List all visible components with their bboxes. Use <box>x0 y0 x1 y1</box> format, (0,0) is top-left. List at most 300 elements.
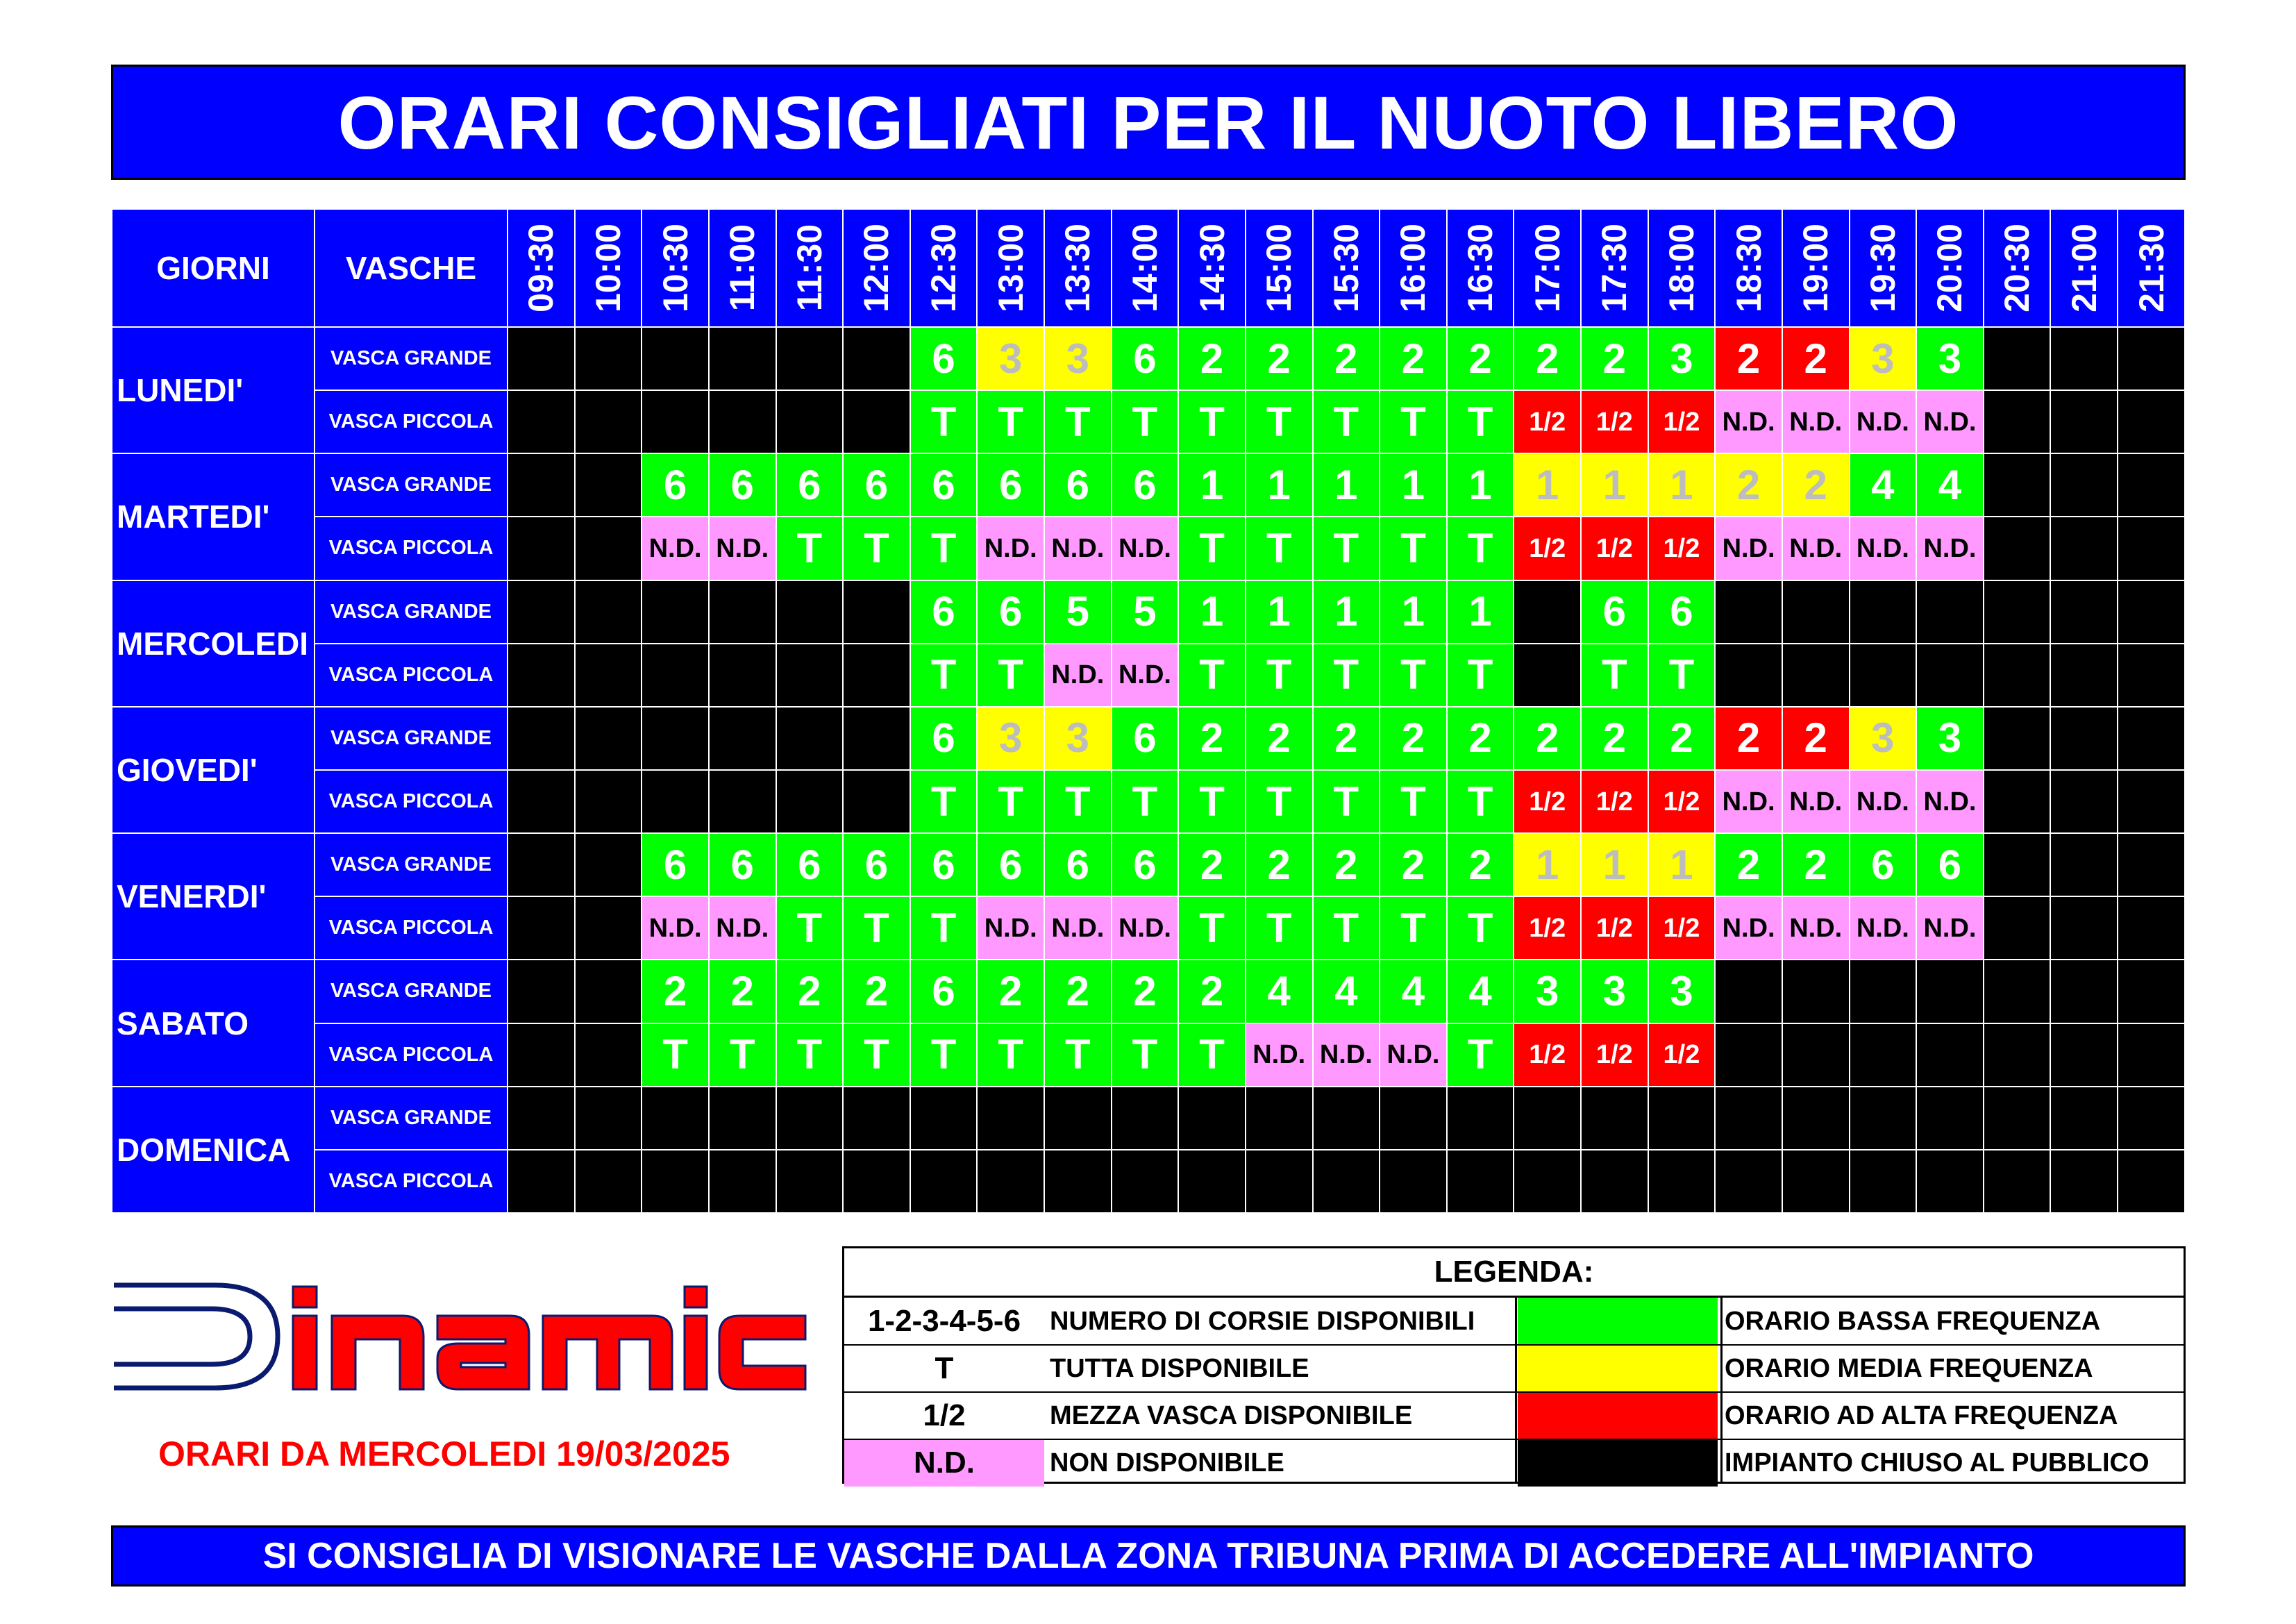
time-slot-cell: 6 <box>1850 833 1917 896</box>
time-slot-cell <box>843 580 910 644</box>
time-slot-cell <box>2118 517 2185 580</box>
time-slot-cell: N.D. <box>1044 644 1112 707</box>
day-label: VENERDI' <box>112 833 315 960</box>
time-slot-cell: N.D. <box>1850 896 1917 960</box>
time-slot-cell <box>508 517 575 580</box>
time-slot-cell <box>709 580 776 644</box>
schedule-row <box>112 517 2185 580</box>
time-slot-cell: T <box>1313 770 1380 833</box>
time-slot-cell: T <box>910 896 978 960</box>
time-slot-cell <box>642 1087 709 1150</box>
time-slot-cell <box>1984 1150 2051 1213</box>
time-slot-cell: T <box>1178 390 1246 453</box>
time-slot-cell: 3 <box>1044 327 1112 390</box>
time-slot-cell: T <box>776 1023 844 1087</box>
time-slot-cell <box>1984 327 2051 390</box>
time-slot-cell: N.D. <box>1850 390 1917 453</box>
time-label: 12:30 <box>924 224 964 312</box>
time-slot-cell <box>1380 1087 1447 1150</box>
time-slot-cell <box>1514 1150 1581 1213</box>
time-slot-cell <box>843 770 910 833</box>
legend-code-description: TUTTA DISPONIBILE <box>1050 1353 1309 1383</box>
time-header <box>1313 209 1380 327</box>
time-slot-cell: N.D. <box>977 896 1044 960</box>
legend-color-swatch <box>1518 1298 1718 1345</box>
pool-label: VASCA PICCOLA <box>315 517 508 580</box>
schedule-row <box>112 896 2185 960</box>
time-slot-cell: N.D. <box>1044 517 1112 580</box>
time-label: 19:30 <box>1863 224 1902 312</box>
time-slot-cell <box>1984 1023 2051 1087</box>
time-slot-cell: T <box>1178 644 1246 707</box>
time-slot-cell: 6 <box>977 580 1044 644</box>
time-slot-cell: 6 <box>843 833 910 896</box>
time-slot-cell: 2 <box>1715 707 1782 770</box>
time-slot-cell <box>2118 1087 2185 1150</box>
time-slot-cell <box>1044 1087 1112 1150</box>
time-slot-cell: 2 <box>1313 707 1380 770</box>
time-slot-cell: N.D. <box>1715 390 1782 453</box>
legend-code: 1/2 <box>923 1398 966 1432</box>
time-slot-cell <box>1850 644 1917 707</box>
day-label: DOMENICA <box>112 1087 315 1213</box>
time-slot-cell: T <box>1178 517 1246 580</box>
time-slot-cell <box>1514 1087 1581 1150</box>
time-slot-cell <box>910 1150 978 1213</box>
time-label: 09:30 <box>521 224 561 312</box>
time-slot-cell: T <box>977 390 1044 453</box>
time-slot-cell: 4 <box>1313 960 1380 1023</box>
time-slot-cell: T <box>1178 1023 1246 1087</box>
time-slot-cell: 6 <box>977 833 1044 896</box>
time-header <box>1044 209 1112 327</box>
time-slot-cell: 1/2 <box>1581 770 1648 833</box>
time-slot-cell <box>709 390 776 453</box>
time-slot-cell: 6 <box>1916 833 1984 896</box>
time-slot-cell: 1 <box>1581 833 1648 896</box>
time-slot-cell: 6 <box>642 833 709 896</box>
day-label: SABATO <box>112 960 315 1086</box>
time-label: 12:00 <box>857 224 896 312</box>
time-slot-cell <box>2118 390 2185 453</box>
time-slot-cell <box>1514 580 1581 644</box>
time-slot-cell <box>508 1023 575 1087</box>
time-slot-cell: N.D. <box>1850 517 1917 580</box>
time-slot-cell: T <box>910 390 978 453</box>
schedule-row <box>112 327 2185 390</box>
time-slot-cell: 2 <box>1782 453 1850 517</box>
time-slot-cell: T <box>1648 644 1716 707</box>
schedule-row <box>112 1087 2185 1150</box>
time-slot-cell: 2 <box>709 960 776 1023</box>
time-slot-cell: 6 <box>709 453 776 517</box>
time-slot-cell: 2 <box>1246 833 1313 896</box>
time-slot-cell: 6 <box>709 833 776 896</box>
time-slot-cell <box>1984 580 2051 644</box>
schedule-row <box>112 1023 2185 1087</box>
time-slot-cell <box>1984 707 2051 770</box>
time-label: 18:00 <box>1661 224 1701 312</box>
time-slot-cell: 1 <box>1246 580 1313 644</box>
time-slot-cell <box>2050 1150 2118 1213</box>
time-slot-cell <box>709 644 776 707</box>
time-slot-cell <box>508 707 575 770</box>
time-slot-cell: 3 <box>1581 960 1648 1023</box>
time-slot-cell: N.D. <box>1782 896 1850 960</box>
time-slot-cell <box>1782 1150 1850 1213</box>
time-slot-cell <box>1984 517 2051 580</box>
time-slot-cell <box>2050 833 2118 896</box>
time-slot-cell <box>843 707 910 770</box>
time-slot-cell: N.D. <box>1246 1023 1313 1087</box>
time-header <box>1581 209 1648 327</box>
time-slot-cell <box>1984 453 2051 517</box>
time-header <box>642 209 709 327</box>
time-slot-cell <box>1916 644 1984 707</box>
time-slot-cell: T <box>910 644 978 707</box>
time-slot-cell: 2 <box>1380 327 1447 390</box>
time-slot-cell <box>910 1087 978 1150</box>
time-slot-cell <box>776 390 844 453</box>
time-slot-cell <box>709 707 776 770</box>
day-label: MERCOLEDI <box>112 580 315 707</box>
time-slot-cell: N.D. <box>1916 390 1984 453</box>
time-slot-cell: T <box>1313 644 1380 707</box>
time-slot-cell: T <box>1313 390 1380 453</box>
time-slot-cell <box>508 960 575 1023</box>
time-slot-cell <box>1782 1023 1850 1087</box>
time-slot-cell: 1/2 <box>1581 1023 1648 1087</box>
time-slot-cell <box>1648 1087 1716 1150</box>
time-slot-cell: 2 <box>1044 960 1112 1023</box>
time-label: 21:00 <box>2064 224 2104 312</box>
time-slot-cell <box>2050 327 2118 390</box>
time-slot-cell: T <box>1246 390 1313 453</box>
time-slot-cell: N.D. <box>1782 517 1850 580</box>
time-slot-cell <box>2050 896 2118 960</box>
time-slot-cell: 4 <box>1246 960 1313 1023</box>
time-slot-cell <box>2118 327 2185 390</box>
time-slot-cell <box>709 1087 776 1150</box>
time-slot-cell: 1 <box>1581 453 1648 517</box>
time-label: 20:30 <box>1997 224 2037 312</box>
time-slot-cell <box>1984 896 2051 960</box>
time-slot-cell <box>575 644 642 707</box>
time-slot-cell <box>1715 960 1782 1023</box>
time-slot-cell <box>1850 960 1917 1023</box>
time-slot-cell <box>575 1023 642 1087</box>
footer-notice: SI CONSIGLIA DI VISIONARE LE VASCHE DALLA ZONA TRIBUNA PRIMA DI ACCEDERE ALL'IMPIANTO <box>111 1525 2186 1587</box>
time-slot-cell: 1 <box>1514 453 1581 517</box>
time-slot-cell <box>642 327 709 390</box>
time-slot-cell <box>776 707 844 770</box>
time-slot-cell <box>2118 453 2185 517</box>
time-slot-cell: 2 <box>1782 327 1850 390</box>
pool-label: VASCA PICCOLA <box>315 644 508 707</box>
time-slot-cell: 2 <box>776 960 844 1023</box>
time-slot-cell: 6 <box>1581 580 1648 644</box>
time-slot-cell <box>776 327 844 390</box>
time-slot-cell <box>575 580 642 644</box>
time-slot-cell: N.D. <box>1112 517 1179 580</box>
time-slot-cell: T <box>910 517 978 580</box>
time-slot-cell <box>2118 833 2185 896</box>
time-slot-cell: 2 <box>1313 833 1380 896</box>
time-slot-cell <box>776 1150 844 1213</box>
time-slot-cell: 1/2 <box>1581 517 1648 580</box>
time-slot-cell: 1/2 <box>1581 390 1648 453</box>
time-slot-cell: 1/2 <box>1648 770 1716 833</box>
time-slot-cell: 3 <box>1916 707 1984 770</box>
time-slot-cell: T <box>977 1023 1044 1087</box>
time-slot-cell: 3 <box>1916 327 1984 390</box>
time-slot-cell: 1/2 <box>1514 517 1581 580</box>
time-label: 21:30 <box>2131 224 2171 312</box>
legend-color-swatch <box>1518 1439 1718 1487</box>
time-slot-cell <box>1916 960 1984 1023</box>
time-slot-cell: T <box>1044 1023 1112 1087</box>
legend-frequency-label: ORARIO MEDIA FREQUENZA <box>1725 1353 2093 1383</box>
time-slot-cell: 1/2 <box>1514 390 1581 453</box>
legend-code: N.D. <box>844 1439 1044 1487</box>
legend-divider <box>844 1391 2184 1393</box>
time-slot-cell <box>2118 960 2185 1023</box>
time-slot-cell <box>843 1087 910 1150</box>
time-slot-cell <box>1648 1150 1716 1213</box>
time-slot-cell: 3 <box>1850 707 1917 770</box>
time-slot-cell: 2 <box>1178 327 1246 390</box>
time-slot-cell: T <box>1581 644 1648 707</box>
time-slot-cell: T <box>1112 390 1179 453</box>
legend-frequency-label: ORARIO BASSA FREQUENZA <box>1725 1306 2101 1336</box>
time-slot-cell: T <box>977 770 1044 833</box>
time-slot-cell <box>1984 390 2051 453</box>
time-slot-cell <box>1447 1150 1514 1213</box>
pool-label: VASCA GRANDE <box>315 327 508 390</box>
time-header <box>1916 209 1984 327</box>
time-slot-cell: N.D. <box>1782 390 1850 453</box>
time-label: 19:00 <box>1796 224 1836 312</box>
time-slot-cell: 1/2 <box>1648 390 1716 453</box>
time-slot-cell: 2 <box>1581 707 1648 770</box>
time-header <box>1112 209 1179 327</box>
time-slot-cell: T <box>1380 770 1447 833</box>
time-slot-cell <box>977 1150 1044 1213</box>
time-slot-cell <box>776 1087 844 1150</box>
time-slot-cell: N.D. <box>1782 770 1850 833</box>
time-slot-cell: N.D. <box>1916 517 1984 580</box>
schedule-row <box>112 390 2185 453</box>
time-slot-cell <box>1044 1150 1112 1213</box>
time-slot-cell: 1 <box>1648 453 1716 517</box>
time-slot-cell: T <box>1246 517 1313 580</box>
time-slot-cell: 4 <box>1380 960 1447 1023</box>
time-slot-cell: 2 <box>1313 327 1380 390</box>
time-slot-cell <box>642 390 709 453</box>
time-slot-cell: N.D. <box>1112 644 1179 707</box>
pool-label: VASCA GRANDE <box>315 580 508 644</box>
time-slot-cell: 6 <box>910 580 978 644</box>
schedule-row <box>112 960 2185 1023</box>
time-slot-cell <box>642 644 709 707</box>
time-slot-cell: T <box>1246 644 1313 707</box>
time-slot-cell: T <box>1380 517 1447 580</box>
time-slot-cell <box>1178 1087 1246 1150</box>
time-slot-cell <box>1984 960 2051 1023</box>
schedule-table <box>111 208 2186 1214</box>
time-header <box>1514 209 1581 327</box>
time-slot-cell <box>1850 1087 1917 1150</box>
time-slot-cell: 6 <box>910 707 978 770</box>
time-label: 14:30 <box>1192 224 1232 312</box>
time-slot-cell <box>2118 707 2185 770</box>
time-slot-cell <box>1246 1087 1313 1150</box>
time-slot-cell: 2 <box>1447 327 1514 390</box>
time-slot-cell: 1 <box>1514 833 1581 896</box>
time-slot-cell: N.D. <box>709 896 776 960</box>
time-slot-cell <box>1313 1087 1380 1150</box>
time-slot-cell <box>1715 580 1782 644</box>
day-label: LUNEDI' <box>112 327 315 453</box>
time-label: 14:00 <box>1125 224 1164 312</box>
time-slot-cell: T <box>843 1023 910 1087</box>
day-label: GIOVEDI' <box>112 707 315 833</box>
time-slot-cell: 1/2 <box>1514 1023 1581 1087</box>
time-slot-cell: 3 <box>1648 327 1716 390</box>
time-slot-cell: 4 <box>1850 453 1917 517</box>
time-slot-cell: 6 <box>1112 453 1179 517</box>
time-slot-cell <box>2050 960 2118 1023</box>
legend-divider <box>1720 1296 1723 1484</box>
time-header <box>1850 209 1917 327</box>
legend-code-description: NUMERO DI CORSIE DISPONIBILI <box>1050 1306 1475 1336</box>
time-slot-cell <box>1916 580 1984 644</box>
time-slot-cell <box>642 770 709 833</box>
time-slot-cell: T <box>843 896 910 960</box>
time-header <box>709 209 776 327</box>
time-slot-cell <box>2118 1023 2185 1087</box>
time-slot-cell <box>575 1087 642 1150</box>
time-slot-cell: T <box>1380 644 1447 707</box>
time-slot-cell: 2 <box>1246 327 1313 390</box>
legend-frequency-label: ORARIO AD ALTA FREQUENZA <box>1725 1400 2118 1430</box>
pool-label: VASCA PICCOLA <box>315 896 508 960</box>
time-slot-cell: 3 <box>1044 707 1112 770</box>
time-slot-cell <box>2050 770 2118 833</box>
legend-code-description: NON DISPONIBILE <box>1050 1448 1284 1477</box>
time-slot-cell: 1 <box>1178 453 1246 517</box>
time-slot-cell <box>843 1150 910 1213</box>
time-slot-cell <box>1850 1150 1917 1213</box>
time-label: 10:30 <box>655 224 695 312</box>
time-slot-cell: N.D. <box>1715 517 1782 580</box>
time-header <box>575 209 642 327</box>
time-header <box>1178 209 1246 327</box>
time-slot-cell <box>1984 1087 2051 1150</box>
time-slot-cell <box>2118 1150 2185 1213</box>
time-slot-cell: 2 <box>1514 707 1581 770</box>
time-slot-cell <box>2050 580 2118 644</box>
time-slot-cell: 2 <box>1581 327 1648 390</box>
pool-label: VASCA PICCOLA <box>315 1023 508 1087</box>
pool-label: VASCA GRANDE <box>315 1087 508 1150</box>
time-slot-cell: 1 <box>1313 580 1380 644</box>
time-slot-cell <box>776 580 844 644</box>
time-header <box>1246 209 1313 327</box>
time-slot-cell: 4 <box>1447 960 1514 1023</box>
time-slot-cell: 5 <box>1044 580 1112 644</box>
time-slot-cell <box>575 707 642 770</box>
time-slot-cell: 3 <box>1850 327 1917 390</box>
time-slot-cell: N.D. <box>1715 896 1782 960</box>
time-slot-cell: 2 <box>1246 707 1313 770</box>
time-slot-cell: T <box>1246 896 1313 960</box>
time-slot-cell: 1 <box>1648 833 1716 896</box>
time-slot-cell: T <box>776 517 844 580</box>
time-slot-cell <box>1782 1087 1850 1150</box>
time-slot-cell: 6 <box>642 453 709 517</box>
time-slot-cell: N.D. <box>709 517 776 580</box>
time-slot-cell <box>1112 1150 1179 1213</box>
time-slot-cell: 6 <box>1112 707 1179 770</box>
time-slot-cell <box>1447 1087 1514 1150</box>
time-slot-cell: 3 <box>977 707 1044 770</box>
time-slot-cell <box>575 1150 642 1213</box>
time-slot-cell <box>575 453 642 517</box>
time-slot-cell: N.D. <box>1916 896 1984 960</box>
legend-divider <box>1515 1296 1517 1484</box>
time-slot-cell: 2 <box>1380 707 1447 770</box>
time-slot-cell: 6 <box>1044 833 1112 896</box>
time-slot-cell <box>2118 896 2185 960</box>
time-slot-cell: 1 <box>1313 453 1380 517</box>
time-slot-cell: N.D. <box>1916 770 1984 833</box>
time-slot-cell: N.D. <box>977 517 1044 580</box>
legend-title: LEGENDA: <box>844 1248 2184 1298</box>
time-slot-cell <box>1313 1150 1380 1213</box>
time-slot-cell <box>508 1087 575 1150</box>
legend-code: T <box>935 1351 954 1385</box>
time-slot-cell: 1/2 <box>1648 1023 1716 1087</box>
time-header <box>1648 209 1716 327</box>
time-slot-cell <box>508 390 575 453</box>
time-slot-cell: 1/2 <box>1648 517 1716 580</box>
time-slot-cell: 3 <box>1648 960 1716 1023</box>
time-slot-cell: T <box>977 644 1044 707</box>
time-slot-cell <box>709 770 776 833</box>
legend-divider <box>844 1439 2184 1440</box>
time-header <box>1447 209 1514 327</box>
time-label: 15:30 <box>1326 224 1366 312</box>
time-label: 11:30 <box>789 224 829 312</box>
time-slot-cell <box>977 1087 1044 1150</box>
time-slot-cell: 2 <box>642 960 709 1023</box>
schedule-row <box>112 707 2185 770</box>
time-slot-cell: 6 <box>1044 453 1112 517</box>
time-slot-cell <box>1782 580 1850 644</box>
time-slot-cell: N.D. <box>1313 1023 1380 1087</box>
time-slot-cell <box>1246 1150 1313 1213</box>
pool-label: VASCA GRANDE <box>315 960 508 1023</box>
time-slot-cell <box>508 770 575 833</box>
time-header <box>1782 209 1850 327</box>
time-slot-cell: T <box>642 1023 709 1087</box>
time-slot-cell <box>2050 707 2118 770</box>
time-slot-cell: 1/2 <box>1514 770 1581 833</box>
time-slot-cell: 5 <box>1112 580 1179 644</box>
time-slot-cell <box>776 770 844 833</box>
time-slot-cell <box>508 453 575 517</box>
